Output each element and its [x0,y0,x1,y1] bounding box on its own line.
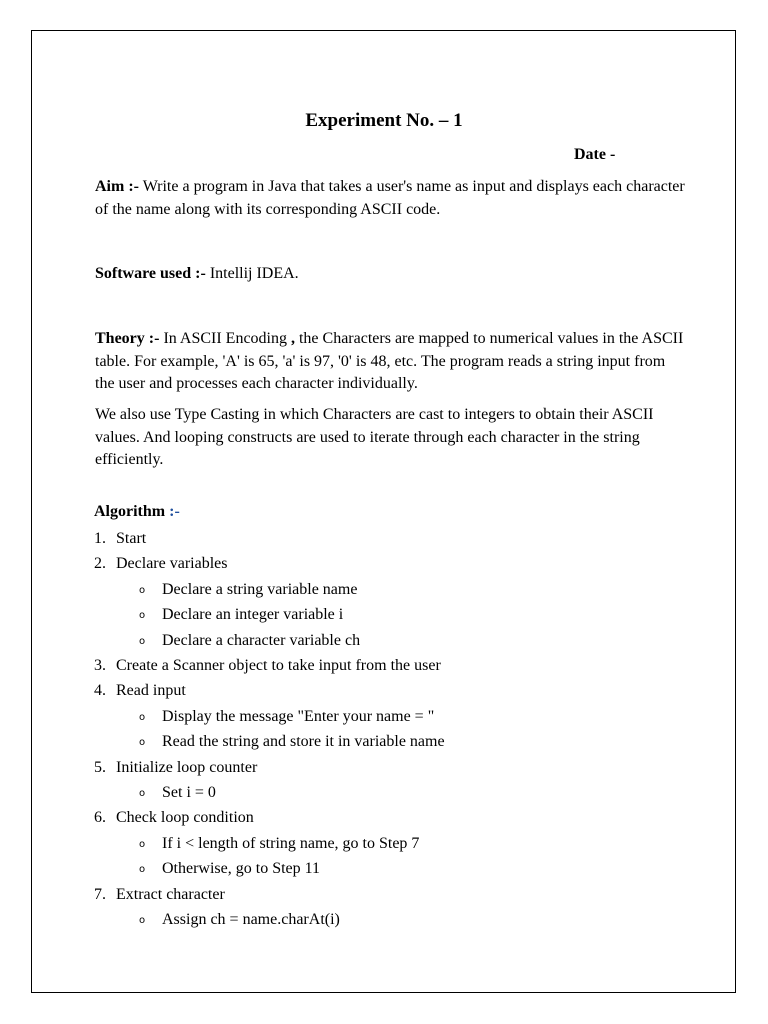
algorithm-step [94,656,441,676]
algorithm-heading-text: Algorithm [94,503,166,520]
theory-text-part1: In ASCII Encoding [159,330,291,347]
algorithm-substep [139,707,434,728]
algorithm-substep [139,783,216,804]
algorithm-separator: :- [165,503,180,520]
substep-text: Display the message "Enter your name = " [162,707,435,725]
algorithm-step [94,808,254,828]
step-text: Check loop condition [116,809,254,827]
software-label: Software used :- [95,265,206,282]
algorithm-substep [139,910,340,931]
algorithm-step [94,681,186,701]
hollow-circle-bullet-icon: o [139,635,146,647]
step-text: Start [116,530,147,547]
substep-text: Otherwise, go to Step 11 [162,860,321,878]
date-label: Date - [574,146,616,163]
theory-label: Theory :- [95,330,160,347]
step-text: Read input [116,682,186,700]
hollow-circle-bullet-icon: o [139,711,146,723]
step-number: 1. [94,530,106,547]
theory-section [95,328,685,396]
algorithm-step [94,529,146,549]
substep-text: Assign ch = name.charAt(i) [162,911,340,928]
step-number: 2. [94,555,106,573]
substep-text: Declare an integer variable i [162,606,344,624]
algorithm-substep [139,732,445,753]
hollow-circle-bullet-icon: o [139,788,146,799]
algorithm-substep [139,605,343,626]
step-number: 4. [94,682,106,700]
step-number: 5. [94,758,106,776]
substep-text: Declare a string variable name [162,580,358,598]
substep-text: Declare a character variable ch [162,631,361,649]
document-title: Experiment No. – 1 [305,110,463,131]
software-text: Intellij IDEA. [205,265,299,282]
aim-label: Aim :- [95,178,139,195]
algorithm-step [94,758,257,778]
step-number: 3. [94,657,106,674]
algorithm-substep [139,859,320,880]
step-text: Create a Scanner object to take input from the user [116,657,441,674]
hollow-circle-bullet-icon: o [139,584,146,596]
software-section [95,263,685,286]
hollow-circle-bullet-icon: o [139,915,146,926]
aim-section [95,176,685,221]
step-text: Declare variables [116,555,228,573]
algorithm-step [94,554,227,574]
aim-text: Write a program in Java that takes a user's name as input and displays each character of the name along with its corresponding ASCII code. [95,178,685,218]
algorithm-substep [139,631,360,652]
substep-text: If i < length of string name, go to Step 7 [162,834,420,852]
theory-paragraph-2: We also use Type Casting in which Characters are cast to integers to obtain their ASCII values. And looping constructs are used to iterate through each character in the string efficiently. [95,406,654,468]
theory-bold-comma: , [290,330,295,347]
algorithm-heading [94,503,180,521]
algorithm-substep [139,580,357,601]
step-number: 6. [94,809,106,827]
theory-text-part2: the Characters are mapped to numerical values in the ASCII table. For example, 'A' is 65, 'a' is 97, '0' is 48, etc. The program reads a string input from the user and processes each character individually. [95,330,684,392]
substep-text: Set i = 0 [162,784,216,801]
step-text: Initialize loop counter [116,758,258,776]
hollow-circle-bullet-icon: o [139,864,146,876]
hollow-circle-bullet-icon: o [139,838,146,850]
algorithm-substep [139,834,419,855]
substep-text: Read the string and store it in variable name [162,733,445,751]
hollow-circle-bullet-icon: o [139,737,146,749]
step-text: Extract character [116,885,225,903]
algorithm-step [94,885,225,905]
step-number: 7. [94,885,106,903]
hollow-circle-bullet-icon: o [139,610,146,622]
